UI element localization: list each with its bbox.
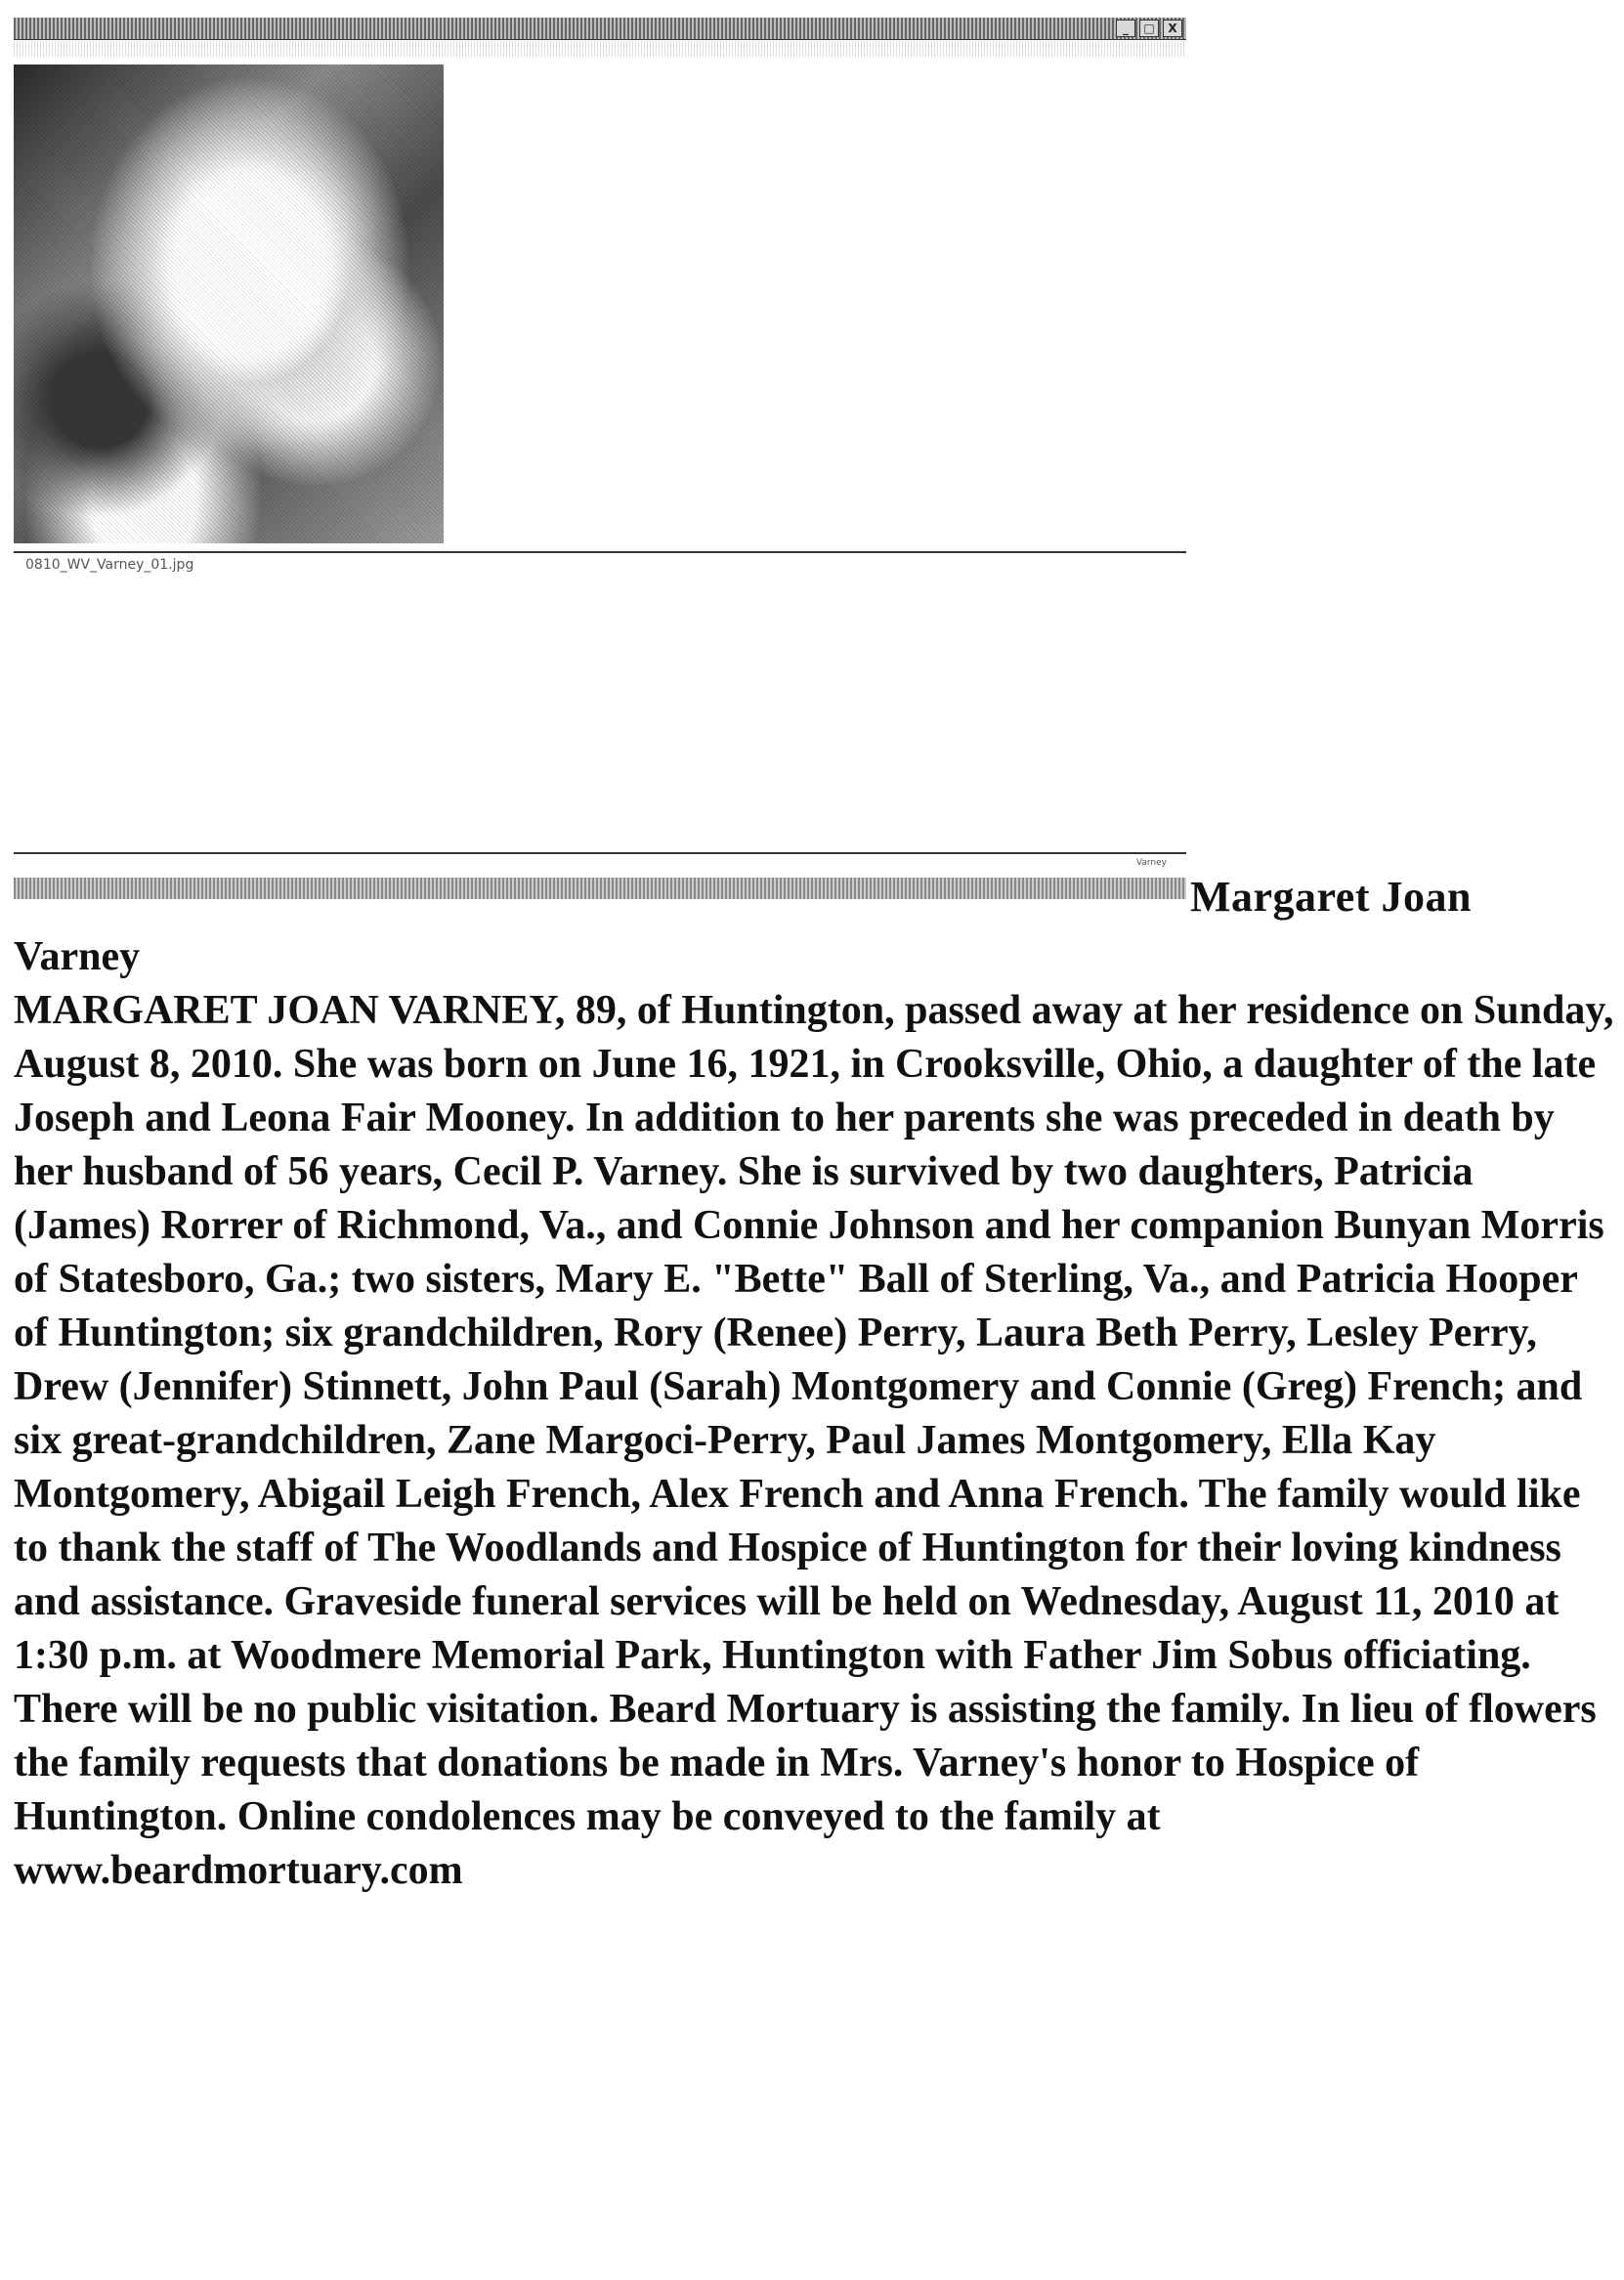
menu-bar[interactable]	[14, 41, 1186, 57]
obituary-body: MARGARET JOAN VARNEY, 89, of Huntington, passed away at her residence on Sunday, August 8, 2010. She was born on June 16, 1921, in Crooksville, Ohio, a daughter of the late Joseph and Leona Fair Mooney. In addition to her parents she was preceded in death by her husband of 56 years, Cecil P. Varney. She is survived by two daughters, Patricia (James) Rorrer of Richmond, Va., and Connie Johnson and her companion Bunyan Morris of Statesboro, Ga.; two sisters, Mary E. "Bette" Ball of Sterling, Va., and Patricia Hooper of Huntington; six grandchildren, Rory (Renee) Perry, Laura Beth Perry, Lesley Perry, Drew (Jennifer) Stinnett, John Paul (Sarah) Montgomery and Connie (Greg) French; and six great-grandchildren, Zane Margoci-Perry, Paul James Montgomery, Ella Kay Montgomery, Abigail Leigh French, Alex French and Anna French. The family would like to thank the staff of The Woodlands and Hospice of Huntington for their loving kindness and assistance. Graveside funeral services will be held on Wednesday, August 11, 2010 at 1:30 p.m. at Woodmere Memorial Park, Huntington with Father Jim Sobus officiating. There will be no public visitation. Beard Mortuary is assisting the family. In lieu of flowers the family requests that donations be made in Mrs. Varney's honor to Hospice of Huntington. Online condolences may be conveyed to the family at www.beardmortuary.com	[14, 988, 1614, 1893]
window-titlebar[interactable]	[14, 18, 1186, 40]
maximize-button[interactable]: □	[1139, 20, 1159, 37]
obituary-headline-continued: Varney	[14, 934, 141, 979]
portrait-photo	[14, 65, 444, 543]
minimize-button[interactable]: _	[1116, 20, 1135, 37]
obituary-headline: Margaret Joan	[1190, 873, 1472, 921]
image-viewer-window	[14, 18, 1186, 573]
window-controls	[1116, 20, 1182, 37]
status-right-text: Varney	[1135, 858, 1167, 868]
status-bar	[14, 856, 1186, 870]
divider	[14, 852, 1186, 854]
image-filename: 0810_WV_Varney_01.jpg	[25, 557, 194, 573]
close-button[interactable]: X	[1163, 20, 1182, 37]
obituary-text	[14, 930, 1616, 1898]
divider	[14, 551, 1186, 553]
toolbar-strip	[14, 878, 1186, 899]
